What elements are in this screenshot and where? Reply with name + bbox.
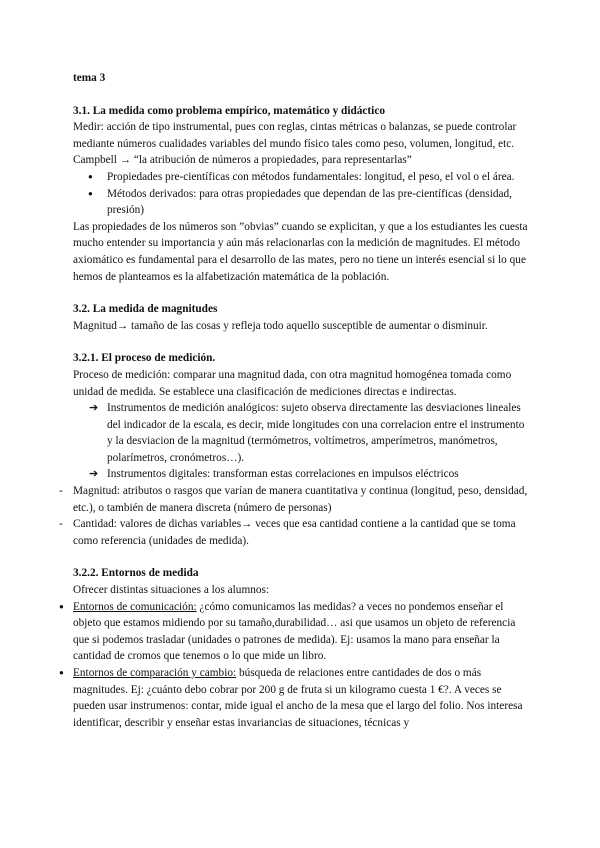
section-3-2-2-intro: Ofrecer distintas situaciones a los alumnos: (73, 584, 270, 597)
section-3-2-1-arrow-list (73, 400, 528, 483)
section-3-2-paragraph-1: Magnitud→ tamaño de las cosas y refleja todo aquello susceptible de aumentar o disminuir. (73, 319, 488, 332)
section-3-1-bullet-list (73, 169, 528, 219)
section-3-1-paragraph-2: Campbell → “la atribución de números a propiedades, para representarlas” (73, 154, 412, 167)
doc-title: tema 3 (73, 72, 106, 84)
section-3-2-heading: 3.2. La medida de magnitudes (73, 303, 218, 316)
bullet-item: ● Propiedades pre-científicas con métodos fundamentales: longitud, el peso, el vol o el área. (73, 169, 528, 186)
section-3-2-2-heading: 3.2.2. Entornos de medida (73, 567, 199, 580)
bullet-item (59, 599, 528, 665)
bullet-item (59, 665, 528, 731)
section-3-1-heading: 3.1. La medida como problema empírico, matemático y didáctico (73, 104, 385, 117)
section-3-1-paragraph-1: Medir: acción de tipo instrumental, pues con reglas, cintas métricas o balanzas, se puede controlar mediante números cualidades variables del mundo físico tales como peso, volumen, longitud, etc. (73, 121, 517, 150)
section-3-1-paragraph-3: Las propiedades de los números son ”obvias” cuando se explicitan, y que a los estudiantes les cuesta mucho entender su importancia y aún más relacionarlas con la medición de magnitudes. El método axiomático es fundamental para el desarrollo de las mates, pero no tiene un interés esencial si lo que hemos de planteamos es la alfabetización matemática de la población. (73, 220, 528, 283)
item-text: ¿cómo comunicamos las medidas? a veces no pondemos enseñar el objeto que estamos midiendo por su tamaño,durabilidad… asi que usamos un objeto de referencia que si podemos trasladar (unidades o patrones de medida). Ej: usamos la mano para enseñar la cantidad de cromos que tenemos o lo que mide un libro. (73, 600, 516, 663)
item-text: búsqueda de relaciones entre cantidades de dos o más magnitudes. Ej: ¿cuánto debo cobrar por 200 g de fruta si un kilogramo cuesta 1 €?. A veces se pueden usar instrumenos: contar, mide igual el ancho de la mesa que el largo del folio. Nos interesa identificar, describir y enseñar estas invariancias de situaciones, técnicas y (73, 667, 523, 729)
section-3-2-1-paragraph-1: Proceso de medición: comparar una magnitud dada, con otra magnitud homogénea tomada como unidad de medida. Se establece una clasificación de mediciones directas e indirectas. (73, 368, 512, 398)
item-label: Entornos de comparación y cambio: (73, 667, 237, 679)
bullet-item: ● Métodos derivados: para otras propiedades que dependan de las pre-científicas (densidad, presión) (73, 186, 528, 219)
section-3-2-1-dash-list (59, 483, 528, 549)
section-3-2-2-bullet-list (59, 599, 528, 732)
section-3-2-1-heading: 3.2.1. El proceso de medición. (73, 352, 216, 365)
dash-item: - Cantidad: valores de dichas variables→ veces que esa cantidad contiene a la cantidad que se toma como referencia (unidades de medida). (59, 516, 528, 549)
item-label: Entornos de comunicación: (73, 600, 197, 613)
document-body (73, 70, 528, 731)
arrow-item: ➔ Instrumentos de medición analógicos: sujeto observa directamente las desviaciones lineales del indicador de la escala, es decir, mide longitudes con una correlacion entre el instrumento y la desviacion de la magnitud (termómetros, voltímetros, amperímetros, manómetros, polarímetros, cronómetros…). (73, 400, 528, 466)
arrow-item: ➔ Instrumentos digitales: transforman estas correlaciones en impulsos eléctricos (73, 466, 528, 483)
dash-item: - Magnitud: atributos o rasgos que varían de manera cuantitativa y continua (longitud, peso, densidad, etc.), o también de manera discreta (número de personas) (59, 483, 528, 516)
